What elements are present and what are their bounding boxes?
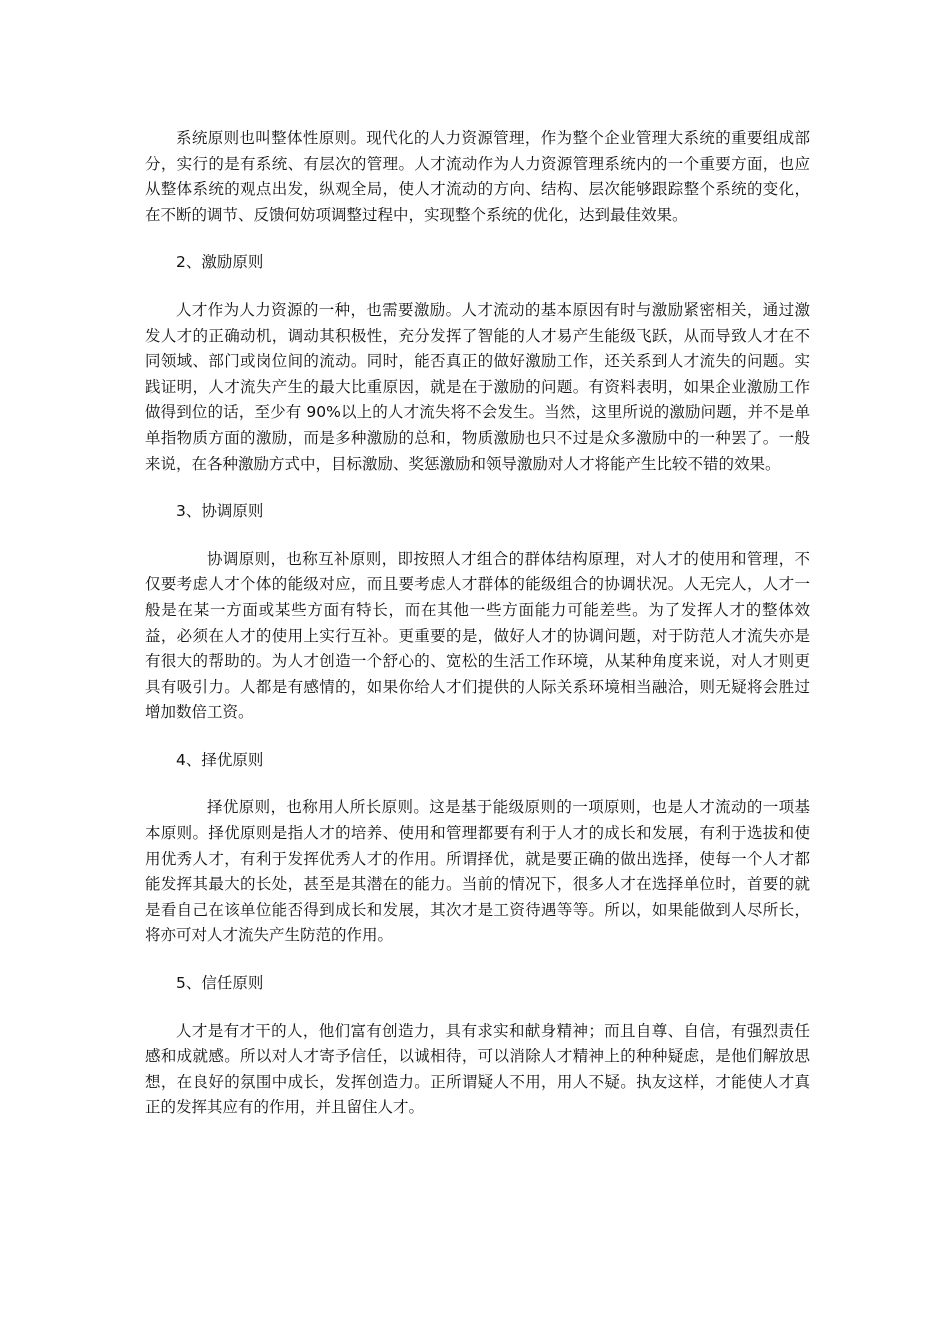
section-heading-incentive: 2、激励原则 (176, 253, 264, 272)
spacer (145, 525, 810, 547)
paragraph-selection-principle: 择优原则，也称用人所长原则。这是基于能级原则的一项原则，也是人才流动的一项基本原则。择优原则是指人才的培养、使用和管理都要有利于人才的成长和发展，有利于选拔和使用优秀人才，有利于发挥优秀人才的作用。所谓择优，就是要正确的做出选择，使每一个人才都能发挥其最大的长处，甚至是其潜在的能力。当前的情况下，很多人才在选择单位时，首要的就是看自己在该单位能否得到成长和发展，其次才是工资待遇等等。所以，如果能做到人尽所长，将亦可对人才流失产生防范的作用。 (145, 798, 810, 945)
section-heading-coordination: 3、协调原则 (176, 502, 264, 521)
paragraph-coordination-principle: 协调原则，也称互补原则，即按照人才组合的群体结构原理，对人才的使用和管理，不仅要考虑人才个体的能级对应，而且要考虑人才群体的能级组合的协调状况。人无完人，人才一般是在某一方面或某些方面有特长，而在其他一些方面能力可能差些。为了发挥人才的整体效益，必须在人才的使用上实行互补。更重要的是，做好人才的协调问题，对于防范人才流失亦是有很大的帮助的。为人才创造一个舒心的、宽松的生活工作环境，从某种角度来说，对人才则更具有吸引力。人都是有感情的，如果你给人才们提供的人际关系环境相当融洽，则无疑将会胜过增加数倍工资。 (145, 549, 810, 722)
spacer (145, 276, 810, 298)
spacer (145, 726, 810, 748)
spacer (145, 949, 810, 971)
section-heading-trust: 5、信任原则 (176, 974, 264, 993)
paragraph-incentive-principle: 人才作为人力资源的一种，也需要激励。人才流动的基本原因有时与激励紧密相关，通过激发人才的正确动机，调动其积极性，充分发挥了智能的人才易产生能级飞跃，从而导致人才在不同领域、部门或岗位间的流动。同时，能否真正的做好激励工作，还关系到人才流失的问题。实践证明，人才流失产生的最大比重原因，就是在于激励的问题。有资料表明，如果企业激励工作做得到位的话，至少有 90%以上的人才流失将不会发生。当然，这里所说的激励问题，并不是单单指物质方面的激励，而是多种激励的总和，物质激励也只不过是众多激励中的一种罢了。一般来说，在各种激励方式中，目标激励、奖惩激励和领导激励对人才将能产生比较不错的效果。 (145, 300, 810, 473)
spacer (145, 477, 810, 499)
spacer (145, 773, 810, 795)
document-body (145, 126, 810, 1121)
section-heading-selection: 4、择优原则 (176, 750, 264, 769)
paragraph-system-principle: 系统原则也叫整体性原则。现代化的人力资源管理，作为整个企业管理大系统的重要组成部分，实行的是有系统、有层次的管理。人才流动作为人力资源管理系统内的一个重要方面，也应从整体系统的观点出发，纵观全局，使人才流动的方向、结构、层次能够跟踪整个系统的变化，在不断的调节、反馈何妨项调整过程中，实现整个系统的优化，达到最佳效果。 (145, 129, 810, 224)
spacer (145, 997, 810, 1019)
paragraph-trust-principle: 人才是有才干的人，他们富有创造力，具有求实和献身精神；而且自尊、自信，有强烈责任感和成就感。所以对人才寄予信任，以诚相待，可以消除人才精神上的种种疑虑，是他们解放思想，在良好的氛围中成长，发挥创造力。正所谓疑人不用，用人不疑。执友这样，才能使人才真正的发挥其应有的作用，并且留住人才。 (145, 1021, 810, 1117)
spacer (145, 228, 810, 250)
